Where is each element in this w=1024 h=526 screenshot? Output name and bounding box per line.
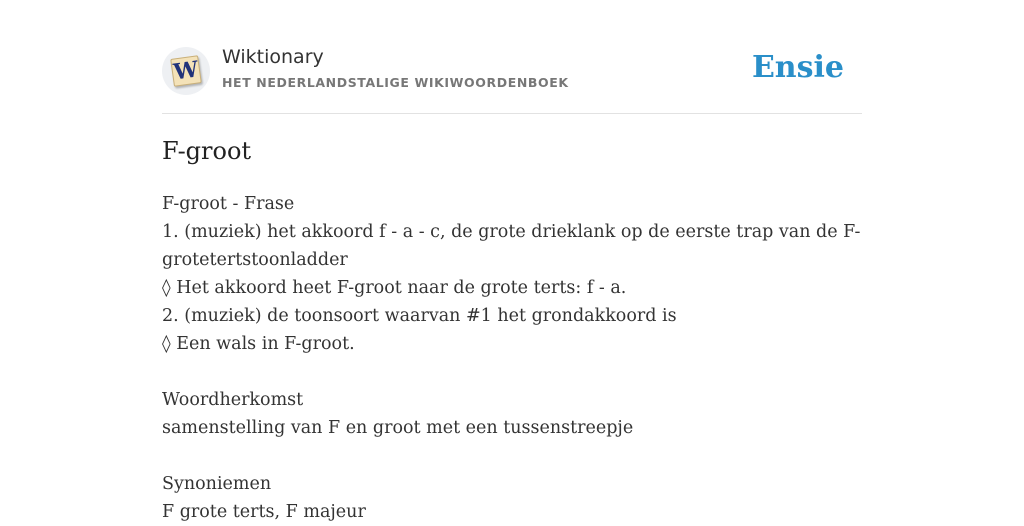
entry-line: F-groot - Frase bbox=[162, 194, 295, 214]
entry-line bbox=[162, 358, 862, 386]
entry-line: grotetertstoonladder bbox=[162, 250, 348, 270]
site-name[interactable]: Wiktionary bbox=[222, 46, 324, 68]
entry-line: F grote terts, F majeur bbox=[162, 502, 366, 522]
entry-line: ◊ Een wals in F-groot. bbox=[162, 334, 355, 354]
wiktionary-logo-icon: W bbox=[171, 56, 201, 86]
site-tagline: HET NEDERLANDSTALIGE WIKIWOORDENBOEK bbox=[222, 75, 569, 90]
entry-line: 1. (muziek) het akkoord f - a - c, de grote drieklank op de eerste trap van de F- bbox=[162, 222, 861, 242]
section-heading: Woordherkomst bbox=[162, 390, 304, 410]
entry-line bbox=[162, 442, 862, 470]
entry-body bbox=[162, 190, 862, 526]
wiktionary-logo[interactable] bbox=[162, 47, 210, 95]
section-heading: Synoniemen bbox=[162, 474, 272, 494]
entry-line: ◊ Het akkoord heet F-groot naar de grote terts: f - a. bbox=[162, 278, 627, 298]
ensie-logo[interactable]: Ensie bbox=[751, 50, 844, 85]
entry-line: samenstelling van F en groot met een tussenstreepje bbox=[162, 418, 634, 438]
entry-line: 2. (muziek) de toonsoort waarvan #1 het grondakkoord is bbox=[162, 306, 677, 326]
site-header bbox=[162, 44, 862, 114]
header-divider bbox=[162, 113, 862, 114]
entry-title: F-groot bbox=[162, 137, 252, 165]
